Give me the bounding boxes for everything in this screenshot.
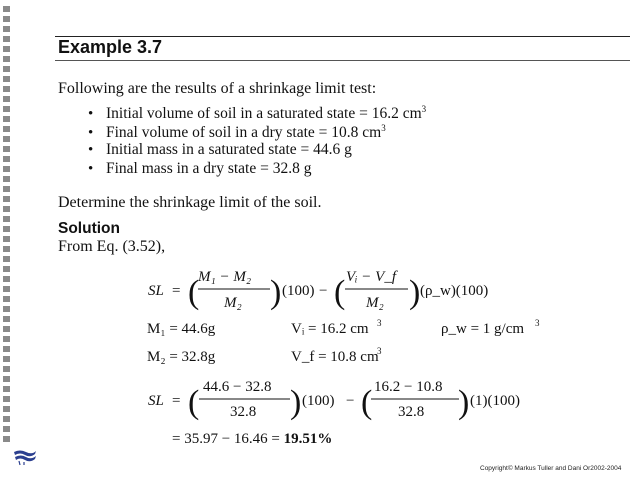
formula-equals: = [172, 283, 181, 299]
formula-lhs: SL [148, 283, 164, 299]
university-logo-icon [12, 448, 38, 466]
list-item: • Final volume of soil in a dry state = 10.8 $cm^3$ [88, 123, 426, 142]
given-vf-superscript: 3 [377, 346, 382, 356]
given-vf: V_f = 10.8 cm [291, 349, 379, 365]
result-prefix: = 35.97 − 16.46 = [172, 431, 284, 447]
formula-denominator-1: M₂ [224, 295, 242, 311]
substitution-tail: (1)(100) [470, 393, 520, 409]
formula-rho-term: (ρ_w)(100) [420, 283, 489, 299]
formula-denominator-2: M₂ [366, 295, 384, 311]
substitution-equals: = [172, 393, 181, 409]
list-item: • Initial mass in a saturated state = 44.6 g [88, 141, 426, 160]
given-rho-superscript: 3 [535, 318, 540, 328]
right-paren: ) [458, 384, 470, 421]
list-item: • Final mass in a dry state = 32.8 g [88, 160, 426, 179]
left-paren: ( [188, 384, 200, 421]
question-text: Determine the shrinkage limit of the soil. [58, 194, 322, 211]
formula-numerator-1: M₁ − M₂ [198, 269, 252, 285]
list-item: • Initial volume of soil in a saturated state = 16.2 $cm^3$ [88, 104, 426, 123]
formula-numerator-2: Vᵢ − V_f [346, 269, 396, 285]
substitution-minus: − [346, 393, 355, 409]
formula-hundred: (100) [282, 283, 315, 299]
copyright-notice: Copyright© Markus Tuller and Dani Or2002-2004 [480, 465, 622, 472]
substitution-hundred: (100) [302, 393, 335, 409]
example-heading: Example 3.7 [58, 37, 163, 57]
intro-text: Following are the results of a shrinkage limit test: [58, 80, 377, 97]
substitution-denominator-1: 32.8 [230, 404, 257, 420]
substitution-numerator-2: 16.2 − 10.8 [374, 379, 443, 395]
formula-minus: − [319, 283, 328, 299]
substitution-lhs: SL [148, 393, 164, 409]
right-paren: ) [270, 274, 282, 311]
reference-text: From Eq. (3.52), [58, 238, 166, 255]
given-vi-superscript: 3 [377, 318, 382, 328]
right-paren: ) [290, 384, 302, 421]
given-vi: Vᵢ = 16.2 cm [291, 321, 369, 337]
given-rho: ρ_w = 1 g/cm [441, 321, 525, 337]
given-m2: M₂ = 32.8g [147, 349, 216, 365]
solution-heading: Solution [58, 220, 120, 237]
given-m1: M₁ = 44.6g [147, 321, 216, 337]
substitution-denominator-2: 32.8 [398, 404, 425, 420]
substitution-numerator-1: 44.6 − 32.8 [203, 379, 272, 395]
left-paren: ( [361, 384, 373, 421]
right-paren: ) [409, 274, 421, 311]
result-value: 19.51% [283, 431, 333, 447]
left-paren: ( [188, 274, 200, 311]
result-line [172, 431, 332, 447]
left-paren: ( [334, 274, 346, 311]
